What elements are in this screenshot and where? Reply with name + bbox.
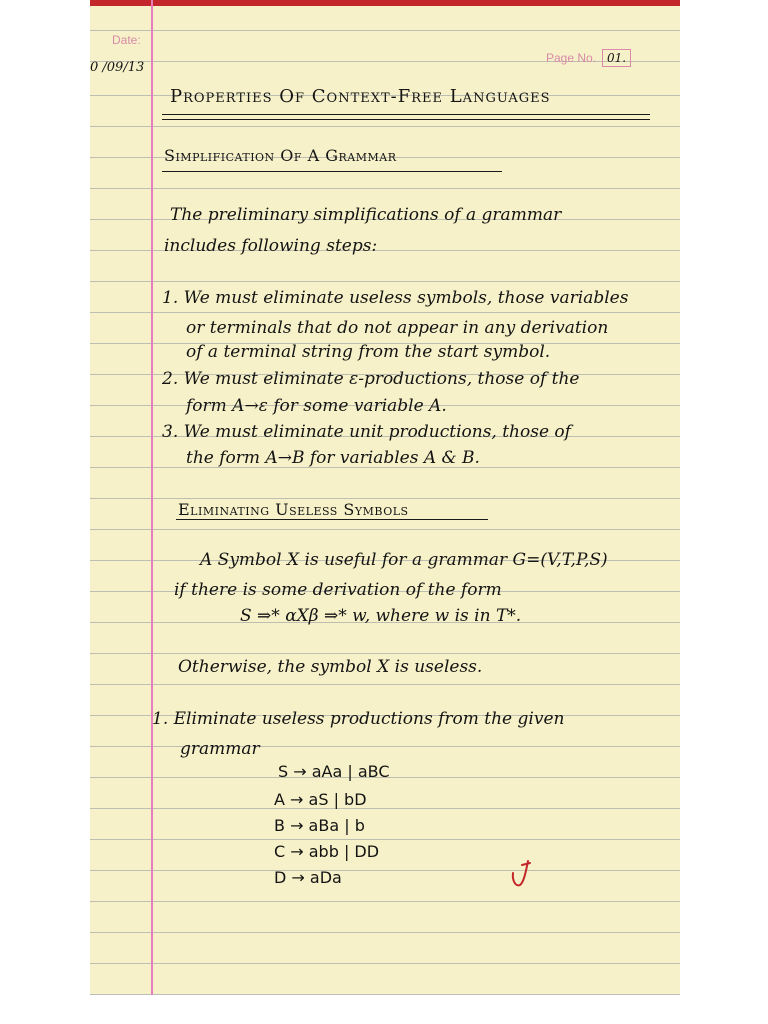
definition-line-2: if there is some derivation of the form	[174, 580, 502, 600]
page-number-label: Page No.	[546, 51, 597, 65]
production-line: S → aAa | aBC	[278, 762, 390, 781]
step-line: the form A→B for variables A & B.	[186, 448, 480, 468]
production-line: B → aBa | b	[274, 816, 365, 835]
exercise-line-2: grammar	[180, 739, 260, 759]
step-line: or terminals that do not appear in any derivation	[186, 318, 609, 338]
section-heading-underline	[176, 519, 488, 520]
title-underline-2	[162, 119, 650, 120]
section-heading-useless: Eliminating Useless Symbols	[178, 500, 409, 519]
section-heading-simplification: Simplification Of A Grammar	[164, 146, 397, 165]
production-line: C → abb | DD	[274, 842, 380, 861]
notebook-page	[90, 0, 680, 995]
intro-line-2: includes following steps:	[164, 236, 378, 256]
step-line: form A→ε for some variable A.	[186, 396, 447, 416]
intro-line-1: The preliminary simplifications of a grammar	[170, 205, 562, 225]
step-line: of a terminal string from the start symbol.	[186, 342, 551, 362]
exercise-line-1: 1. Eliminate useless productions from the given	[152, 709, 565, 729]
production-line: D → aDa	[274, 868, 342, 887]
definition-line-1: A Symbol X is useful for a grammar G=(V,T,P,S)	[200, 550, 608, 570]
definition-line-3: S ⇒* αXβ ⇒* w, where w is in T*.	[240, 606, 522, 626]
step-line: 3. We must eliminate unit productions, those of	[162, 422, 571, 442]
page-title: Properties Of Context-Free Languages	[170, 86, 551, 107]
section-heading-underline	[162, 171, 502, 172]
otherwise-line: Otherwise, the symbol X is useless.	[178, 657, 483, 677]
red-check-icon	[510, 855, 532, 889]
step-line: 1. We must eliminate useless symbols, those variables	[162, 288, 629, 308]
margin-line	[151, 0, 153, 995]
page-number-value: 01.	[602, 49, 631, 67]
title-underline	[162, 114, 650, 115]
production-line: A → aS | bD	[274, 790, 367, 809]
date-value: 0 /09/13	[90, 60, 145, 75]
step-line: 2. We must eliminate ε-productions, those of the	[162, 369, 580, 389]
page-top-strip	[90, 0, 680, 6]
date-label: Date:	[112, 33, 141, 47]
